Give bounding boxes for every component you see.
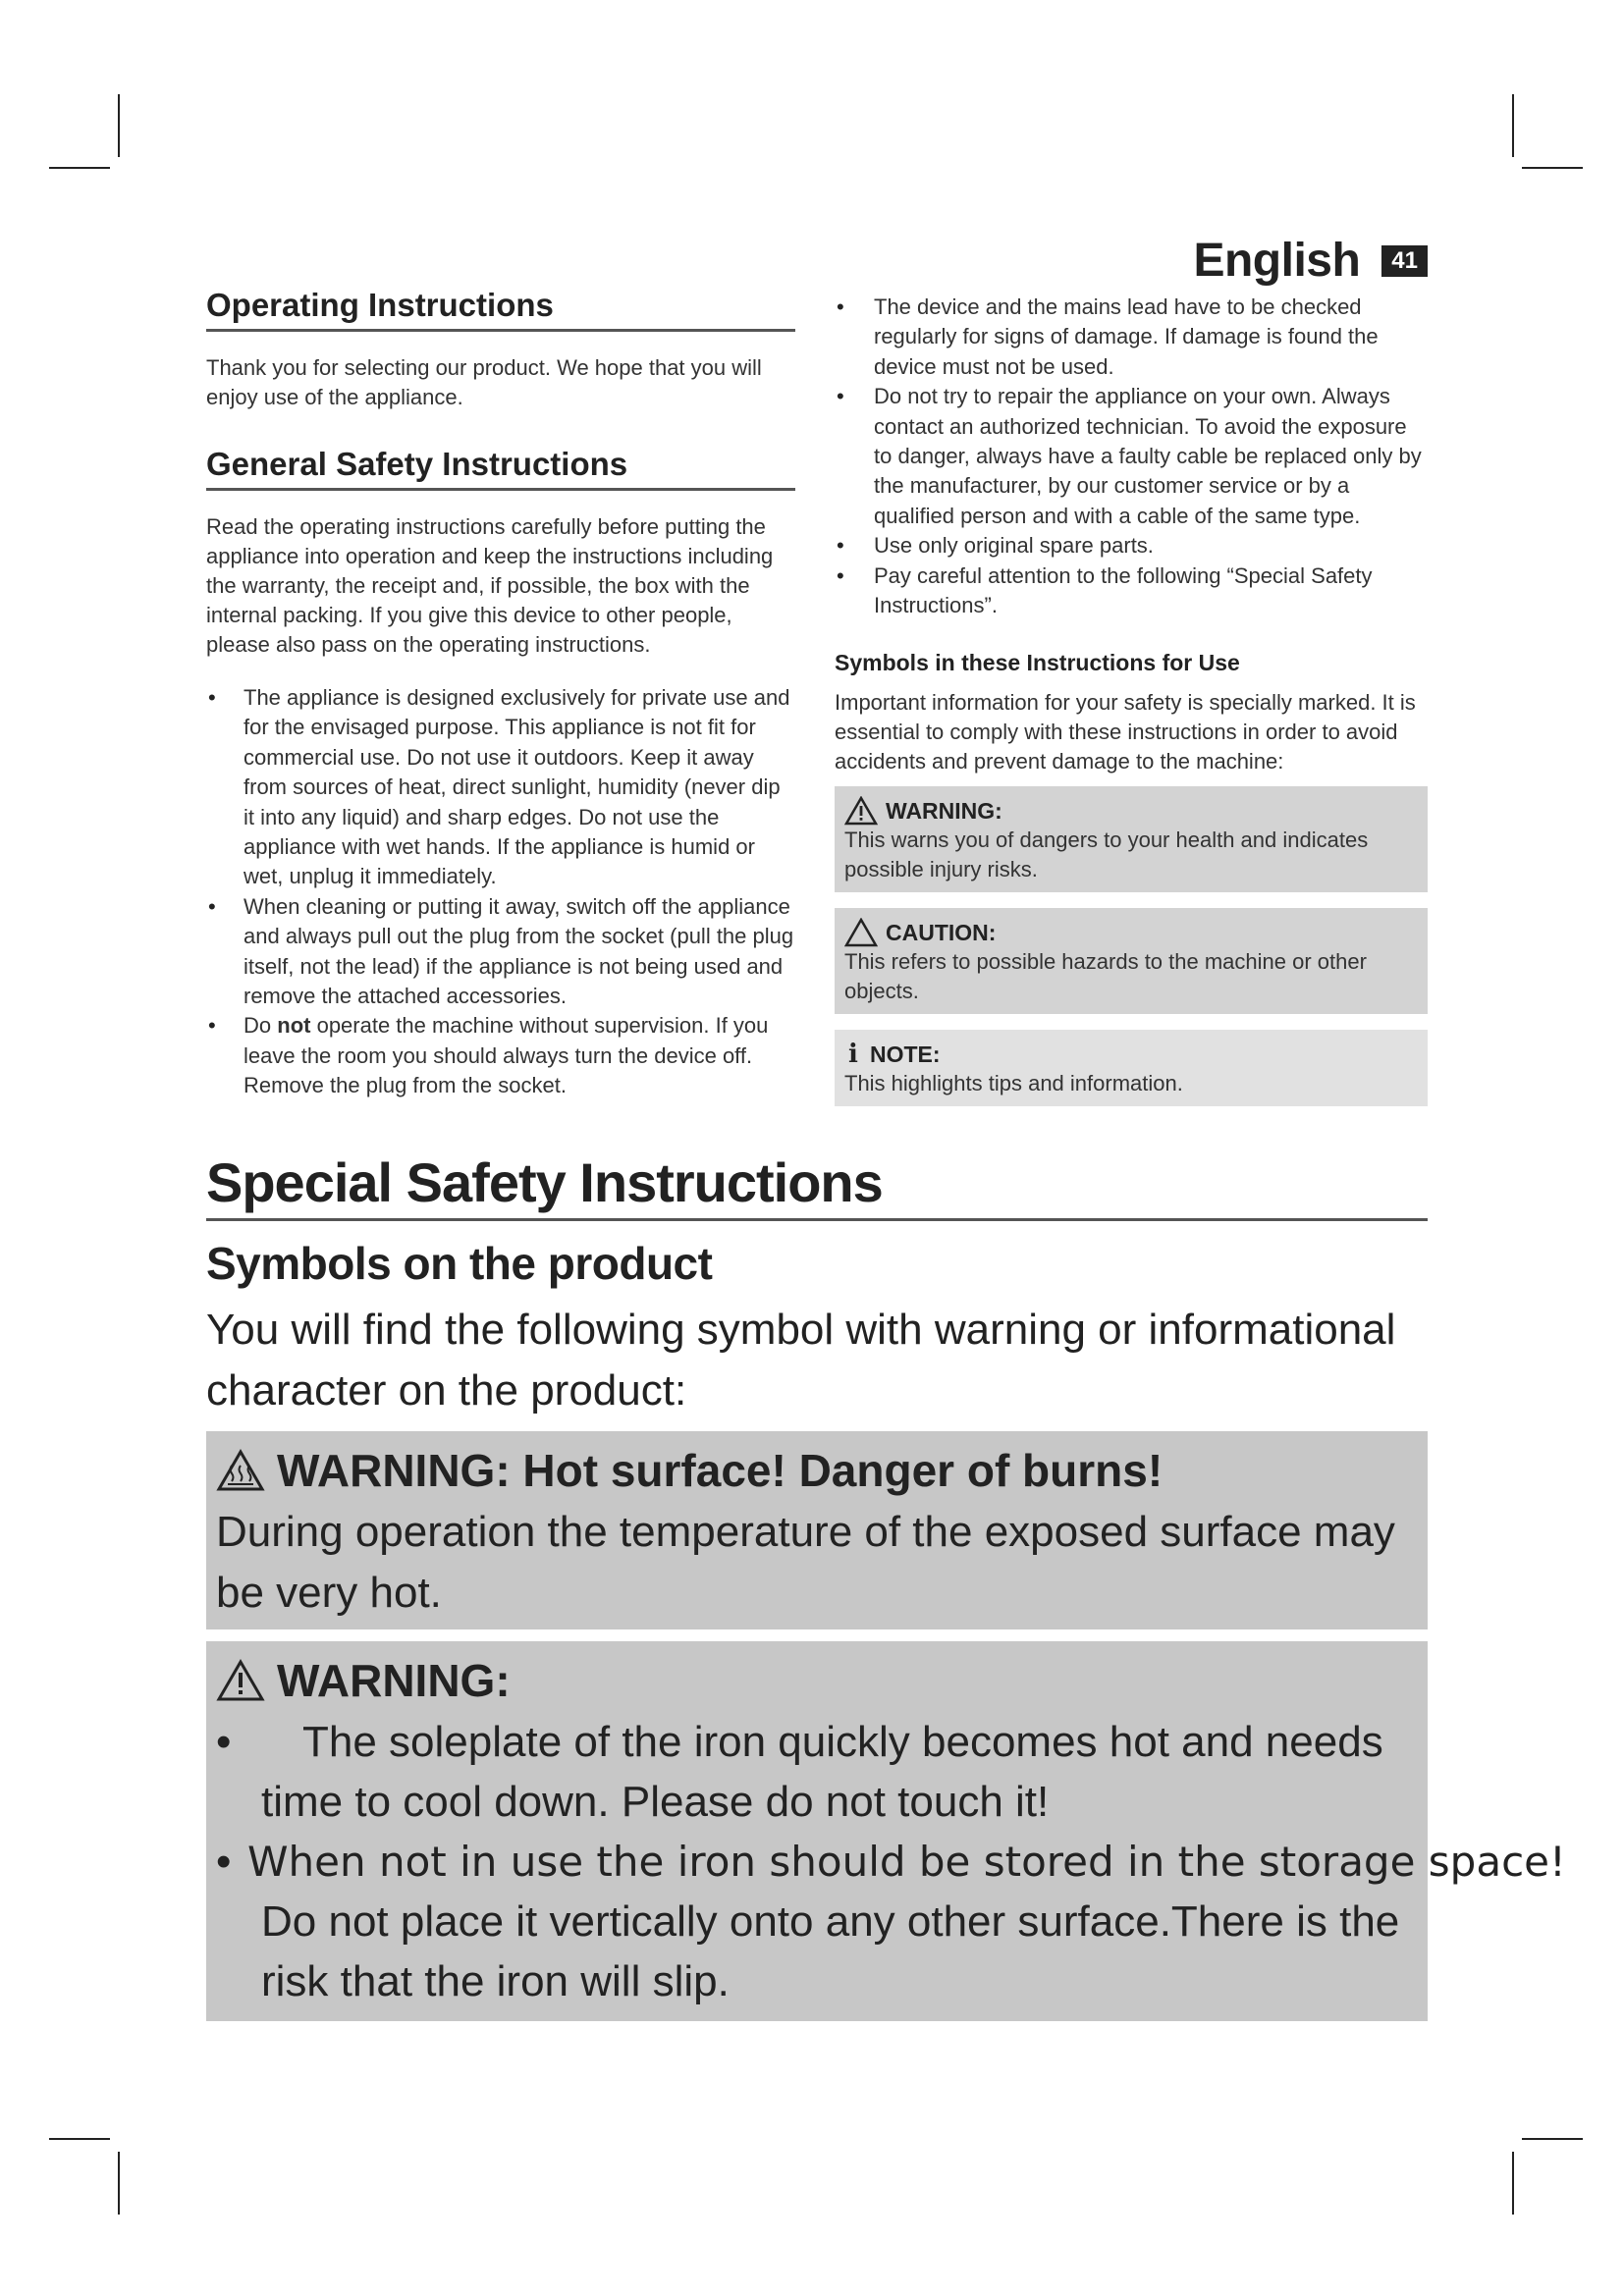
warning-icon	[216, 1659, 265, 1702]
crop-mark	[118, 2152, 120, 2215]
list-item	[206, 1011, 795, 1100]
bullet-text-pre: Do	[244, 1013, 272, 1039]
list-item: • When cleaning or putting it away, switch off the appliance and always pull out the plug from the socket (pull the plug itself, not the lead) if the appliance is not being used and remove the attached accessories.	[206, 892, 795, 1012]
list-item: • Use only original spare parts.	[835, 531, 1428, 561]
caution-icon	[844, 918, 878, 947]
warning-icon	[844, 796, 878, 826]
list-item: • The appliance is designed exclusively for private use and for the envisaged purpose. This appliance is not fit for commercial use. Do not use it outdoors. Keep it away from sources of heat, direct sunlight, humidity (never dip it into any liquid) and sharp edges. Do not use the appliance with wet hands. If the appliance is humid or wet, unplug it immediately.	[206, 683, 795, 892]
bullet-text: When not in use the iron should be stored in the storage space!	[247, 1838, 1566, 1886]
caution-label: CAUTION:	[886, 919, 997, 945]
crop-mark	[118, 94, 120, 157]
hot-surface-text: During operation the temperature of the exposed surface may be very hot.	[216, 1508, 1395, 1617]
language-label: English	[1193, 235, 1361, 287]
operating-instructions-title: Operating Instructions	[206, 287, 795, 332]
general-safety-text: Read the operating instructions carefully before putting the appliance into operation and keep the instructions including the warranty, the receipt and, if possible, the box with the internal packing. If you give this device to other people, please also pass on the operating instructions.	[206, 514, 774, 657]
bullet-text-bold: not	[277, 1013, 311, 1039]
iron-warning-label: WARNING:	[277, 1655, 511, 1706]
symbols-product-title: Symbols on the product	[206, 1238, 713, 1289]
safety-list-continued	[835, 293, 1428, 620]
caution-text: This refers to possible hazards to the machine or other objects.	[844, 949, 1367, 1004]
list-item: • Pay careful attention to the following “Special Safety Instructions”.	[835, 561, 1428, 621]
hot-surface-icon	[216, 1449, 265, 1492]
left-column	[206, 287, 795, 1101]
general-safety-list	[206, 683, 795, 1101]
note-text: This highlights tips and information.	[844, 1071, 1183, 1096]
crop-mark	[1522, 2138, 1583, 2140]
list-item: • Do not try to repair the appliance on your own. Always contact an authorized technician. To avoid the exposure to danger, always have a faulty cable be replaced only by the manufacturer, by our customer service or by a qualified person and with a cable of the same type.	[835, 382, 1428, 531]
crop-mark	[1512, 2152, 1514, 2215]
crop-mark	[49, 2138, 110, 2140]
special-safety-section	[206, 1150, 1566, 2033]
list-item: • When not in use the iron should be stored in the storage space! Do not place it vertically onto any other surface.There is the risk that the iron will slip.	[216, 1838, 1566, 2005]
symbols-product-intro: You will find the following symbol with warning or informational character on the product:	[206, 1306, 1396, 1415]
symbols-instructions-text: Important information for your safety is specially marked. It is essential to comply with these instructions in order to avoid accidents and prevent damage to the machine:	[835, 690, 1416, 774]
warning-text: This warns you of dangers to your health and indicates possible injury risks.	[844, 828, 1369, 882]
bullet-text: Do not place it vertically onto any other surface.There is the risk that the iron will slip.	[261, 1897, 1400, 2005]
general-safety-title: General Safety Instructions	[206, 446, 795, 491]
page-header	[1193, 234, 1428, 288]
page-number: 41	[1381, 245, 1428, 277]
operating-instructions-text: Thank you for selecting our product. We hope that you will enjoy use of the appliance.	[206, 355, 762, 409]
special-safety-title: Special Safety Instructions	[206, 1150, 1428, 1221]
list-item: • The device and the mains lead have to be checked regularly for signs of damage. If damage is found the device must not be used.	[835, 293, 1428, 382]
note-box	[835, 1030, 1428, 1106]
caution-box	[835, 908, 1428, 1014]
crop-mark	[1522, 167, 1583, 169]
crop-mark	[49, 167, 110, 169]
hot-surface-label: WARNING: Hot surface! Danger of burns!	[277, 1445, 1164, 1496]
symbols-instructions-title: Symbols in these Instructions for Use	[835, 650, 1240, 676]
iron-warning-list	[216, 1712, 1566, 2011]
iron-warning-box	[206, 1641, 1566, 2021]
bullet-text: The soleplate of the iron quickly becomes hot and needs time to cool down. Please do not touch it!	[261, 1718, 1383, 1826]
info-icon: i	[848, 1040, 858, 1070]
hot-surface-warning-box	[206, 1431, 1428, 1629]
bullet-text-post: operate the machine without supervision. If you leave the room you should always turn the device off. Remove the plug from the socket.	[244, 1013, 769, 1098]
warning-label: WARNING:	[886, 797, 1002, 824]
right-column	[835, 293, 1428, 1122]
note-label: NOTE:	[870, 1041, 941, 1067]
list-item: • The soleplate of the iron quickly becomes hot and needs time to cool down. Please do not touch it!	[216, 1718, 1383, 1826]
crop-mark	[1512, 94, 1514, 157]
warning-box	[835, 786, 1428, 892]
